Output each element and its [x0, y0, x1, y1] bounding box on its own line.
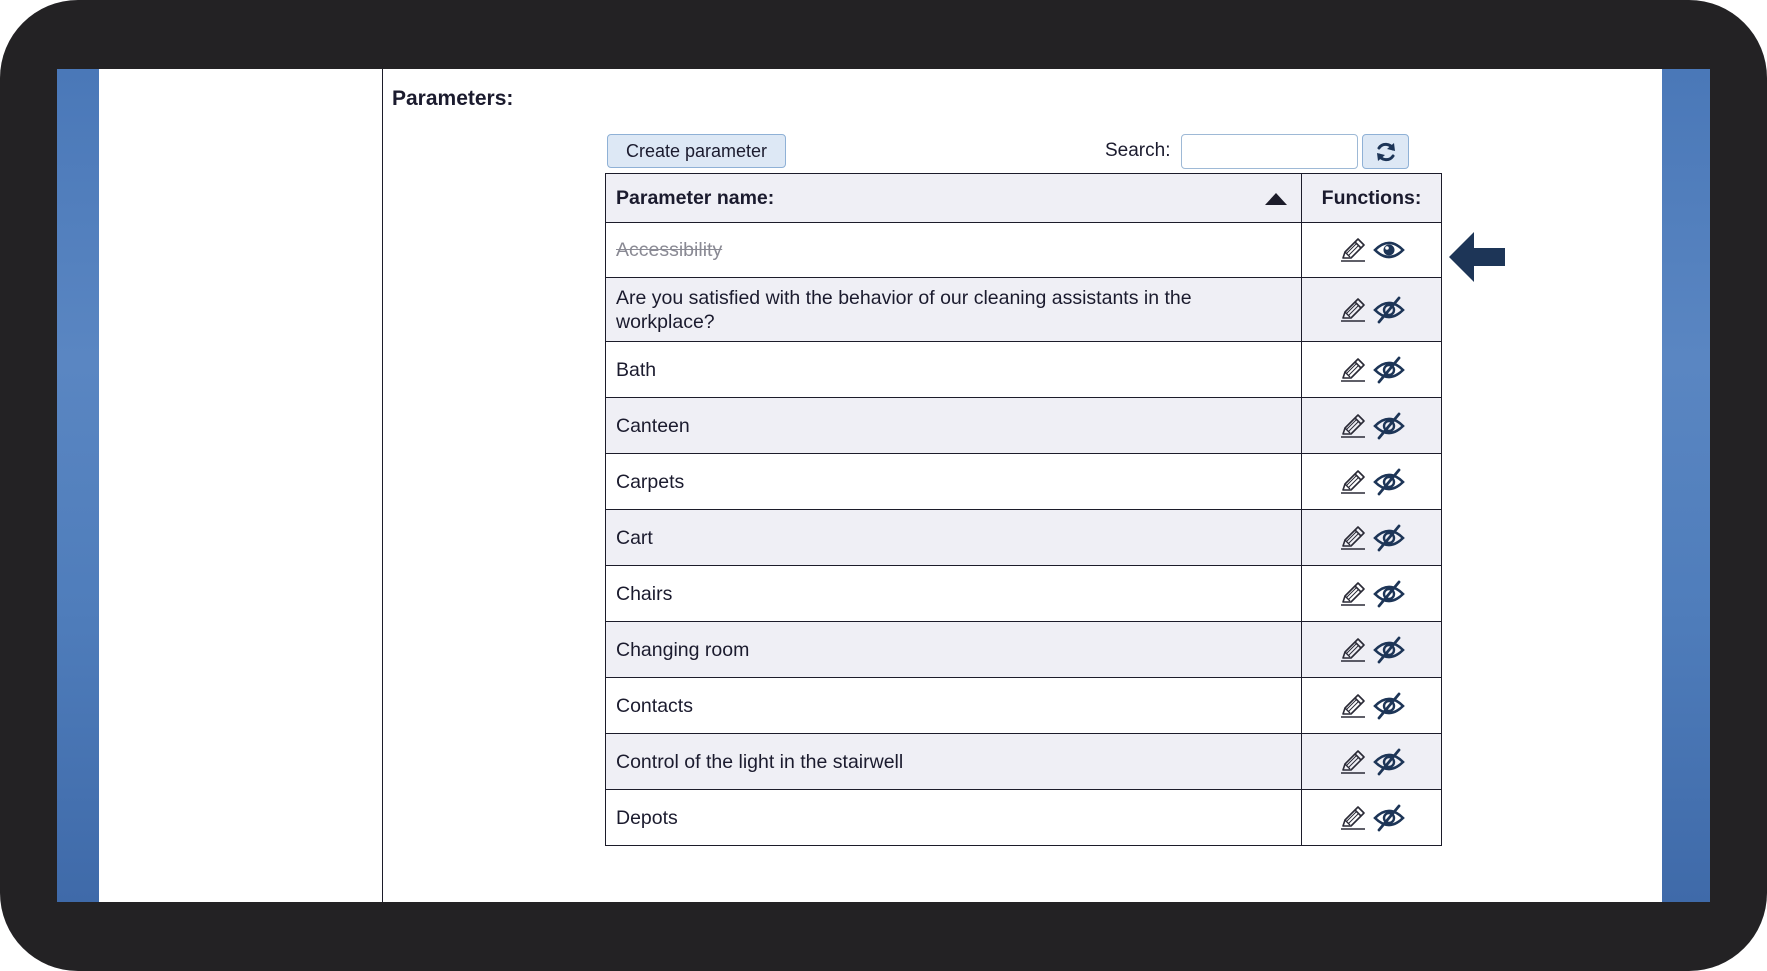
functions-cell [1302, 398, 1442, 454]
eye-slash-icon[interactable] [1373, 636, 1405, 664]
pointer-arrow-icon [1449, 232, 1505, 282]
column-header-label: Parameter name: [616, 186, 775, 209]
functions-cell [1302, 622, 1442, 678]
parameter-name: Carpets [616, 470, 685, 493]
table-row [606, 734, 1442, 790]
column-header-parameter-name[interactable] [606, 174, 1302, 223]
desktop-background [57, 69, 1710, 902]
functions-cell [1302, 342, 1442, 398]
parameter-name-cell[interactable] [606, 342, 1302, 398]
left-sidebar [99, 69, 383, 902]
parameter-name-cell[interactable] [606, 510, 1302, 566]
parameter-name: Control of the light in the stairwell [616, 750, 904, 773]
eye-slash-icon[interactable] [1373, 524, 1405, 552]
functions-cell [1302, 734, 1442, 790]
functions-cell [1302, 566, 1442, 622]
table-row [606, 278, 1442, 342]
table-row [606, 790, 1442, 846]
parameter-name: Contacts [616, 694, 693, 717]
functions-cell [1302, 223, 1442, 278]
functions-cell [1302, 790, 1442, 846]
eye-slash-icon[interactable] [1373, 296, 1405, 324]
parameter-name: Bath [616, 358, 657, 381]
create-parameter-button[interactable]: Create parameter [607, 134, 786, 168]
parameter-name-cell[interactable] [606, 278, 1302, 342]
eye-slash-icon[interactable] [1373, 692, 1405, 720]
edit-pencil-icon[interactable] [1339, 469, 1367, 495]
functions-cell [1302, 454, 1442, 510]
edit-pencil-icon[interactable] [1339, 805, 1367, 831]
parameter-name-cell[interactable] [606, 454, 1302, 510]
page-title: Parameters: [392, 87, 514, 110]
refresh-icon [1374, 140, 1398, 164]
edit-pencil-icon[interactable] [1339, 237, 1367, 263]
parameters-table [605, 173, 1442, 846]
eye-slash-icon[interactable] [1373, 580, 1405, 608]
table-row [606, 342, 1442, 398]
edit-pencil-icon[interactable] [1339, 357, 1367, 383]
parameter-name-cell[interactable] [606, 566, 1302, 622]
parameter-name: Are you satisfied with the behavior of our cleaning assistants in the workplace? [616, 286, 1192, 333]
parameter-name-cell[interactable] [606, 734, 1302, 790]
edit-pencil-icon[interactable] [1339, 581, 1367, 607]
parameter-name-cell[interactable] [606, 790, 1302, 846]
sort-ascending-icon[interactable] [1265, 193, 1287, 205]
table-row [606, 622, 1442, 678]
parameter-name: Accessibility [616, 239, 723, 261]
search-label: Search: [1105, 140, 1171, 161]
edit-pencil-icon[interactable] [1339, 749, 1367, 775]
table-row [606, 566, 1442, 622]
eye-slash-icon[interactable] [1373, 356, 1405, 384]
parameter-name: Cart [616, 526, 653, 549]
edit-pencil-icon[interactable] [1339, 413, 1367, 439]
parameter-name-cell[interactable] [606, 223, 1302, 278]
edit-pencil-icon[interactable] [1339, 693, 1367, 719]
table-row [606, 398, 1442, 454]
eye-icon[interactable] [1373, 237, 1405, 263]
column-header-functions: Functions: [1302, 174, 1442, 223]
search-input[interactable] [1181, 134, 1358, 169]
functions-cell [1302, 510, 1442, 566]
edit-pencil-icon[interactable] [1339, 637, 1367, 663]
table-row [606, 223, 1442, 278]
parameter-name: Depots [616, 806, 678, 829]
edit-pencil-icon[interactable] [1339, 297, 1367, 323]
eye-slash-icon[interactable] [1373, 412, 1405, 440]
refresh-button[interactable] [1362, 134, 1409, 169]
table-row [606, 510, 1442, 566]
eye-slash-icon[interactable] [1373, 748, 1405, 776]
parameter-name: Chairs [616, 582, 673, 605]
edit-pencil-icon[interactable] [1339, 525, 1367, 551]
parameter-name: Canteen [616, 414, 690, 437]
eye-slash-icon[interactable] [1373, 468, 1405, 496]
table-row [606, 454, 1442, 510]
page-content [99, 69, 1662, 902]
parameter-name-cell[interactable] [606, 398, 1302, 454]
functions-cell [1302, 678, 1442, 734]
eye-slash-icon[interactable] [1373, 804, 1405, 832]
functions-cell [1302, 278, 1442, 342]
table-row [606, 678, 1442, 734]
parameter-name-cell[interactable] [606, 622, 1302, 678]
parameter-name-cell[interactable] [606, 678, 1302, 734]
parameter-name: Changing room [616, 638, 750, 661]
